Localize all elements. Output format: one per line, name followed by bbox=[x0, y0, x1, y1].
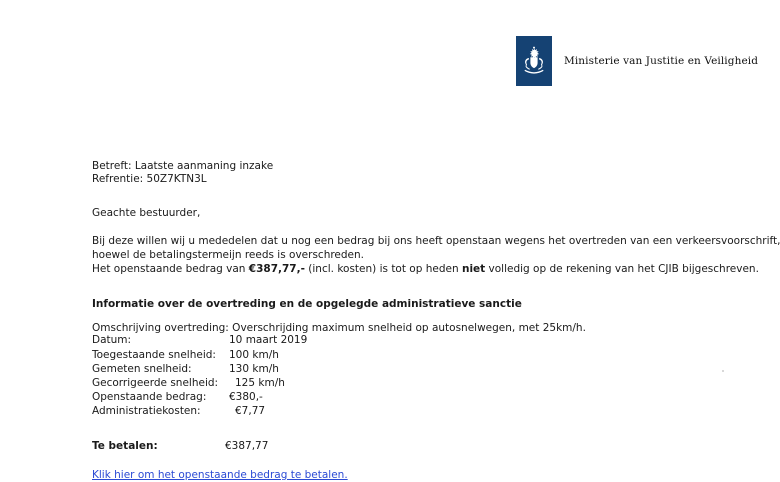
detail-value-gecorrigeerde-snelheid: 125 km/h bbox=[235, 376, 285, 389]
paragraph-line-2: hoewel de betalingstermeijn reeds is overschreden. bbox=[92, 249, 365, 262]
detail-label-toegestaande-snelheid: Toegestaande snelheid: bbox=[92, 348, 216, 361]
section-heading-violation-info: Informatie over de overtreding en de opgelegde administratieve sanctie bbox=[92, 297, 522, 310]
total-due-value: €387,77 bbox=[225, 440, 269, 453]
table-row bbox=[92, 363, 307, 377]
ministry-name: Ministerie van Justitie en Veiligheid bbox=[564, 55, 759, 67]
dutch-government-coat-of-arms-icon bbox=[521, 46, 547, 76]
ministry-logo-bar bbox=[516, 36, 552, 86]
table-row bbox=[92, 391, 307, 405]
table-row bbox=[92, 377, 307, 391]
violation-description: Omschrijving overtreding: Overschrijding maximum snelheid op autosnelwegen, met 25km/h. bbox=[92, 321, 586, 334]
subject-line: Betreft: Laatste aanmaning inzake bbox=[92, 160, 274, 172]
amount-sentence-suffix: volledig op de rekening van het CJIB bijgeschreven. bbox=[485, 262, 759, 275]
table-row bbox=[92, 405, 307, 419]
amount-sentence-prefix: Het openstaande bedrag van bbox=[92, 262, 249, 275]
pay-now-link[interactable]: Klik hier om het openstaande bedrag te betalen. bbox=[92, 468, 348, 481]
detail-label-datum: Datum: bbox=[92, 334, 132, 347]
paragraph-line-1: Bij deze willen wij u mededelen dat u nog een bedrag bij ons heeft openstaan wegens het overtreden van een verkeersvoorschrift, bbox=[92, 235, 780, 248]
detail-value-administratiekosten: €7,77 bbox=[235, 405, 266, 417]
detail-value-gemeten-snelheid: 130 km/h bbox=[229, 362, 279, 375]
reference-line: Refrentie: 50Z7KTN3L bbox=[92, 172, 207, 185]
total-due-row bbox=[92, 440, 692, 453]
total-due-label: Te betalen: bbox=[92, 440, 158, 453]
detail-label-gemeten-snelheid: Gemeten snelheid: bbox=[92, 362, 192, 375]
paragraph-line-3 bbox=[92, 262, 759, 276]
subject-block bbox=[92, 160, 692, 186]
detail-value-openstaande-bedrag: €380,- bbox=[229, 390, 263, 403]
detail-value-toegestaande-snelheid: 100 km/h bbox=[229, 348, 279, 361]
detail-label-administratiekosten: Administratiekosten: bbox=[92, 405, 201, 417]
letterhead bbox=[516, 36, 758, 86]
table-row bbox=[92, 334, 307, 348]
table-row bbox=[92, 349, 307, 363]
violation-details-table bbox=[92, 334, 307, 419]
scan-artifact bbox=[722, 370, 724, 372]
greeting: Geachte bestuurder, bbox=[92, 206, 201, 219]
letter-body bbox=[92, 160, 780, 482]
violation-details-body bbox=[92, 334, 307, 419]
negation-emphasis: niet bbox=[461, 262, 486, 275]
detail-value-datum: 10 maart 2019 bbox=[229, 334, 308, 347]
detail-label-openstaande-bedrag: Openstaande bedrag: bbox=[92, 390, 207, 403]
amount-sentence-middle: (incl. kosten) is tot op heden bbox=[304, 262, 462, 275]
intro-paragraph bbox=[92, 235, 780, 275]
detail-label-gecorrigeerde-snelheid: Gecorrigeerde snelheid: bbox=[92, 376, 219, 389]
outstanding-amount-inline: €387,77,- bbox=[248, 262, 305, 275]
